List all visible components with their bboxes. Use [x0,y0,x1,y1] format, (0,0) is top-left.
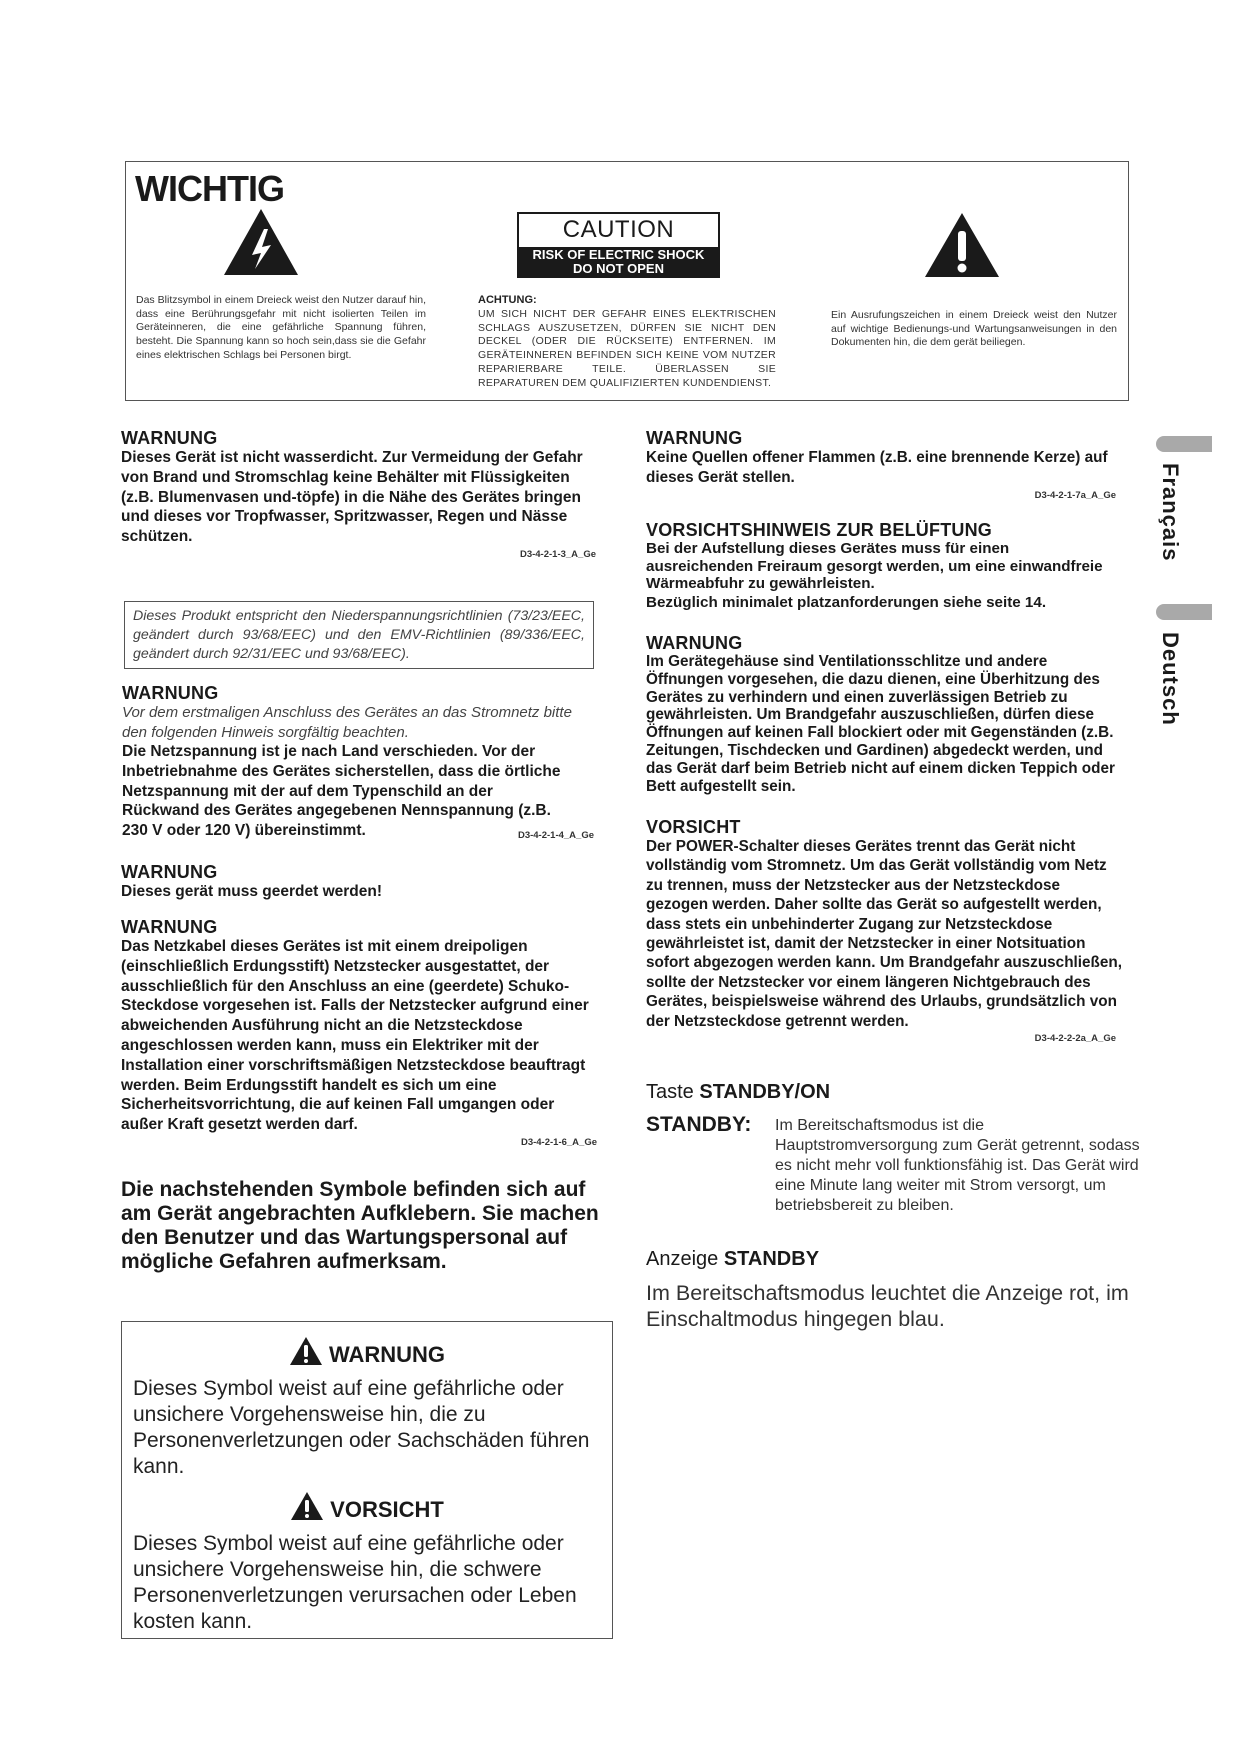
legend-caution-text: Dieses Symbol weist auf eine gefährliche oder unsichere Vorgehensweise hin, die schwere Personenverletzungen verursachen oder Leben kosten kann. [133,1532,577,1633]
grounding-section [121,862,597,902]
grounding-text: Dieses gerät muss geerdet werden! [121,883,383,900]
mains-voltage-text: Die Netzspannung ist je nach Land verschieden. Vor der Inbetriebnahme des Gerätes sicherstellen, dass die örtliche Netzspannung mit der auf dem Typenschild an der Rückwand des Gerätes angegebenen Nennspannung (z.B. 230 V oder 120 V) übereinstimmt. [122,743,561,840]
plug-text: Das Netzkabel dieses Gerätes ist mit einem dreipoligen (einschließlich Erdungsstift) Netzstecker ausgestattet, der ausschließlich für den Anschluss an eine (geerdete) Schuko-Steckdose vorgesehen ist. Falls der Netzstecker aufgrund einer abweichenden Ausführung nicht an die Netzsteckdose angeschlossen werden kann, muss ein Elektriker mit der Installation einer vorschriftsmäßigen Netzsteckdose beauftragt werden. Beim Erdungsstift handelt es sich um eine Sicherheitsvorrichtung, die auf keinen Fall umgangen oder außer Kraft gesetzt werden darf. [121,938,589,1134]
tab-francais-bar[interactable] [1156,436,1212,452]
symbols-note-section [121,1178,611,1274]
achtung-heading: ACHTUNG: [478,294,537,306]
standby-indicator-text: Im Bereitschaftsmodus leuchtet die Anzeige rot, im Einschaltmodus hingegen blau. [646,1281,1129,1331]
directive-box: Dieses Produkt entspricht den Niederspannungsrichtlinien (73/23/EEC, geändert durch 93/68/EEC) und den EMV-Richtlinien (89/336/EEC, geändert durch 92/31/EEC und 93/68/EEC). [124,601,594,669]
caution-line-2: DO NOT OPEN [572,261,664,276]
legend-warning-heading [122,1336,612,1368]
warning-heading: WARNUNG [646,633,743,653]
reference-code: D3-4-2-1-4_A_Ge [517,830,594,841]
plug-section [121,917,597,1148]
mains-voltage-section [122,683,598,841]
standby-text: Im Bereitschaftsmodus ist die Hauptstromversorgung zum Gerät getrennt, sodass es nicht mehr voll funktionsfähig ist. Das Gerät wird eine Minute lang weiter mit Strom versorgt, um betriebsbereit zu bleiben. [775,1117,1140,1214]
power-switch-text: Der POWER-Schalter dieses Gerätes trennt das Gerät nicht vollständig vom Stromnetz. Um das Gerät vollständig vom Netz zu trennen, muss der Netzstecker aus der Netzsteckdose gezogen werden. Daher sollte das Gerät so aufgestellt werden, dass stets ein unbehinderter Zugang zur Netzsteckdose gewährleistet ist, damit der Netzstecker in einer Notsituation sofort abgezogen werden kann. Um Brandgefahr auszuschließen, sollte der Netzstecker vor einem längeren Nichtgebrauch des Gerätes, beispielsweise während des Urlaubs, grundsätzlich von der Netzsteckdose getrennt werden. [646,838,1122,1030]
standby-on-key-heading [646,1081,830,1104]
right-column [646,428,1126,501]
tab-deutsch[interactable]: Deutsch [1158,632,1183,726]
anzeige-prefix: Anzeige [646,1248,724,1270]
caution-heading: VORSICHT [646,817,741,837]
warning-heading: WARNUNG [121,862,218,882]
openings-section [646,633,1126,795]
water-warning-text: Dieses Gerät ist nicht wasserdicht. Zur Vermeidung der Gefahr von Brand und Stromschlag keine Behälter mit Flüssigkeiten (z.B. Blumenvasen und-töpfe) in die Nähe des Gerätes bringen und dieses vor Tropfwasser, Spritzwasser, Regen und Nässe schützen. [121,449,583,546]
openings-text: Im Gerätegehäuse sind Ventilationsschlitze und andere Öffnungen vorgesehen, die dazu dienen, eine Überhitzung des Gerätes zu verhindern und einen zuverlässigen Betrieb zu gewährleisten. Um Brandgefahr auszuschließen, dürfen diese Öffnungen auf keinen Fall blockiert oder mit Gegenständen (z.B. Zeitungen, Tischdecken und Gardinen) abgedeckt werden, und das Gerät darf beim Betrieb nicht auf einem dicken Teppich oder Bett aufgestellt sein. [646,653,1115,795]
warning-heading: WARNUNG [121,428,218,448]
warning-heading: WARNUNG [646,428,743,448]
symbol-legend-box [121,1321,613,1639]
exclamation-symbol-note: Ein Ausrufungszeichen in einem Dreieck weist den Nutzer auf wichtige Bedienungs-und Wartungsanweisungen in den Dokumenten hin, die dem gerät beiliegen. [831,309,1117,349]
legend-warning-label: WARNUNG [328,1342,446,1367]
reference-code: D3-4-2-2-2a_A_Ge [1034,1033,1116,1045]
standby-label: STANDBY: [646,1113,752,1136]
caution-triangle-icon [290,1491,324,1521]
lightning-symbol-note: Das Blitzsymbol in einem Dreieck weist den Nutzer darauf hin, dass eine Berührungsgefahr mit nicht isolierten Teilen im Geräteinneren, die eine gefährliche Spannung führen, besteht. Die Spannung kann so hoch sein,dass sie die Gefahr eines elektrischen Schlags bei Personen birgt. [136,294,426,361]
warning-heading: WARNUNG [122,683,219,703]
reference-code: D3-4-2-1-7a_A_Ge [1034,489,1116,501]
ventilation-heading: VORSICHTSHINWEIS ZUR BELÜFTUNG [646,520,992,540]
standby-indicator-heading [646,1248,819,1271]
caution-title: CAUTION [562,216,675,243]
caution-line-1: RISK OF ELECTRIC SHOCK [532,247,705,262]
wichtig-title: WICHTIG [135,168,284,209]
symbols-note: Die nachstehenden Symbole befinden sich auf am Gerät angebrachten Aufklebern. Sie machen den Benutzer und das Wartungspersonal auf mögliche Gefahren aufmerksam. [121,1178,599,1273]
taste-prefix: Taste [646,1081,700,1103]
reference-code: D3-4-2-1-3_A_Ge [519,548,596,560]
power-switch-section [646,817,1126,1044]
ventilation-section [646,520,1116,612]
exclamation-warning-icon [923,211,1001,279]
ventilation-text: Bei der Aufstellung dieses Gerätes muss für einen ausreichenden Freiraum gesorgt werden, um eine einwandfreie Wärmeabfuhr zu gewährleisten. [646,540,1103,592]
electric-shock-warning-icon [222,207,300,277]
legend-warning-text: Dieses Symbol weist auf eine gefährliche oder unsichere Vorgehensweise hin, die zu Personenverletzungen oder Sachschäden führen kann. [133,1377,590,1478]
taste-key: STANDBY/ON [699,1081,831,1103]
ventilation-clearance-text: Bezüglich minimalet platzanforderungen siehe seite 14. [646,593,1047,611]
warning-heading: WARNUNG [121,917,218,937]
tab-francais[interactable]: Français [1158,463,1183,562]
flame-warning-text: Keine Quellen offener Flammen (z.B. eine brennende Kerze) auf dieses Gerät stellen. [646,449,1108,486]
mains-voltage-intro: Vor dem erstmaligen Anschluss des Gerätes an das Stromnetz bitte den folgenden Hinweis sorgfältig beachten. [122,704,572,741]
tab-deutsch-bar[interactable] [1156,604,1212,620]
left-column [121,428,596,560]
warning-triangle-icon [289,1336,323,1366]
legend-caution-heading [122,1491,612,1523]
reference-code: D3-4-2-1-6_A_Ge [520,1136,597,1148]
caution-band [519,247,718,276]
achtung-note: UM SICH NICHT DER GEFAHR EINES ELEKTRISCHEN SCHLAGS AUSZUSETZEN, DÜRFEN SIE NICHT DEN DECKEL (ODER DIE RÜCKSEITE) ENTFERNEN. IM GERÄTEINNEREN BEFINDEN SICH KEINE VOM NUTZER REPARIERBARE TEILE. ÜBERLASSEN SIE REPARATUREN DEM QUALIFIZIERTEN KUNDENDIENST. [478,308,776,389]
anzeige-key: STANDBY [723,1248,820,1270]
caution-label [517,212,720,278]
legend-caution-label: VORSICHT [330,1497,444,1522]
